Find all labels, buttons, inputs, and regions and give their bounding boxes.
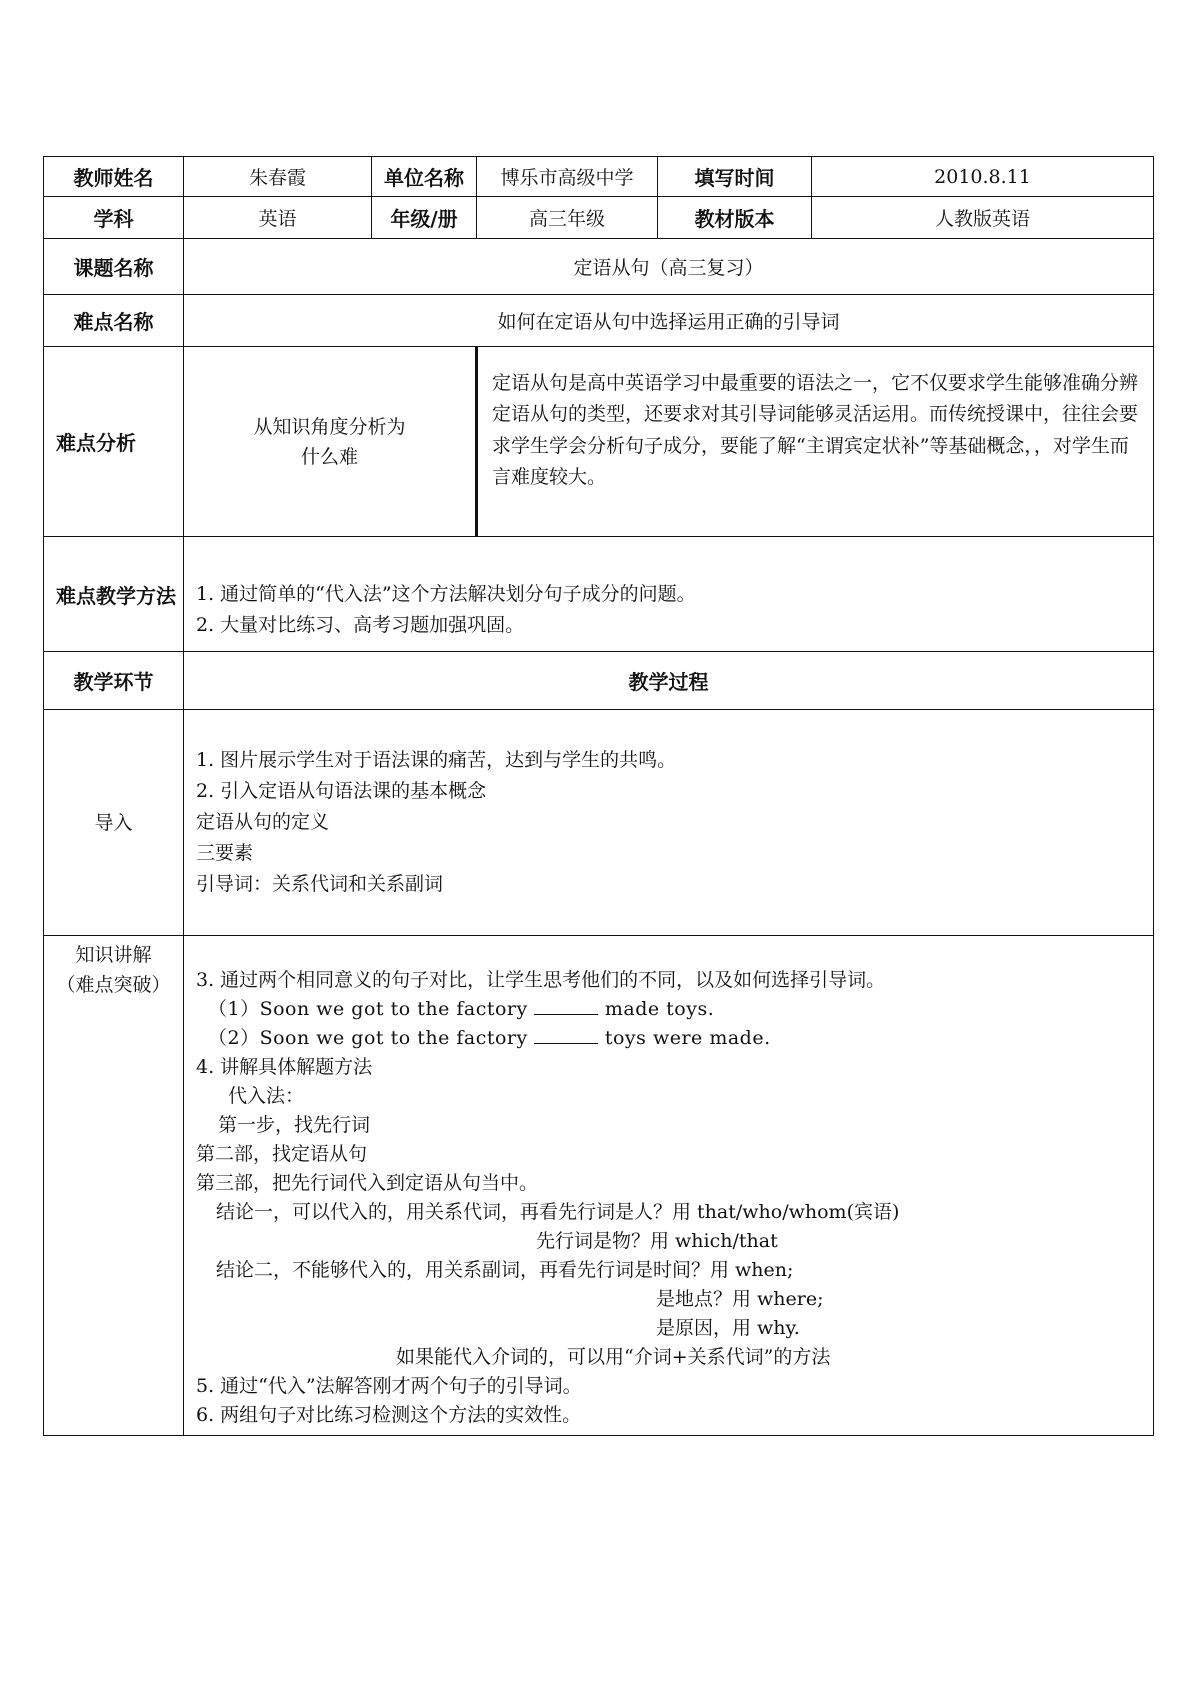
- conclusion-2c: 是原因，用 why.: [656, 1317, 800, 1339]
- method-item-2: 2. 大量对比练习、高考习题加强巩固。: [196, 614, 525, 636]
- knowledge-label-line2: （难点突破）: [56, 974, 171, 996]
- lesson-plan-form: [43, 156, 1153, 1436]
- lesson-plan-table: [43, 156, 1154, 1436]
- example-1-blank: [534, 996, 598, 1015]
- edition-label: 教材版本: [658, 197, 812, 239]
- header-row-2: [44, 197, 1154, 239]
- intro-line-1: 1. 图片展示学生对于语法课的痛苦，达到与学生的共鸣。: [196, 749, 677, 771]
- knowledge-line-3: 3. 通过两个相同意义的句子对比，让学生思考他们的不同，以及如何选择引导词。: [196, 969, 886, 991]
- analysis-sublabel: [184, 347, 477, 537]
- knowledge-row: [44, 936, 1154, 1436]
- teacher-name-label: 教师姓名: [44, 157, 184, 197]
- subject-value: 英语: [184, 197, 372, 239]
- conclusion-2b: 是地点？用 where;: [656, 1288, 824, 1310]
- subject-label: 学科: [44, 197, 184, 239]
- grade-label: 年级/册: [372, 197, 477, 239]
- conclusion-1: 结论一，可以代入的，用关系代词，再看先行词是人？用 that/who/whom(宾语): [216, 1201, 900, 1223]
- knowledge-line-5: 5. 通过“代入”法解答刚才两个句子的引导词。: [196, 1375, 582, 1397]
- process-title: 教学过程: [184, 652, 1154, 710]
- unit-name-value: 博乐市高级中学: [477, 157, 658, 197]
- knowledge-label-line1: 知识讲解: [75, 944, 152, 966]
- grade-value: 高三年级: [477, 197, 658, 239]
- conclusion-2: 结论二，不能够代入的，用关系副词，再看先行词是时间？用 when;: [216, 1259, 794, 1281]
- unit-name-label: 单位名称: [372, 157, 477, 197]
- example-1: [196, 995, 1153, 1024]
- difficulty-label: 难点名称: [44, 295, 184, 347]
- example-2: [196, 1024, 1153, 1053]
- intro-line-2: 2. 引入定语从句语法课的基本概念: [196, 780, 487, 802]
- topic-label: 课题名称: [44, 239, 184, 295]
- example-1-suffix: made toys.: [604, 998, 715, 1020]
- analysis-label: 难点分析: [44, 347, 184, 537]
- fill-date-label: 填写时间: [658, 157, 812, 197]
- knowledge-line-6: 6. 两组句子对比练习检测这个方法的实效性。: [196, 1404, 582, 1426]
- intro-line-3: 定语从句的定义: [196, 811, 330, 833]
- method-item-1: 1. 通过简单的“代入法”这个方法解决划分句子成分的问题。: [196, 583, 696, 605]
- intro-line-4: 三要素: [196, 842, 254, 864]
- example-1-prefix: （1）Soon we got to the factory: [208, 998, 528, 1020]
- topic-row: [44, 239, 1154, 295]
- knowledge-label: [44, 936, 184, 1436]
- fill-date-value: 2010.8.11: [812, 157, 1154, 197]
- method-label: 难点教学方法: [44, 537, 184, 652]
- teacher-name-value: 朱春霞: [184, 157, 372, 197]
- step-2: 第二部，找定语从句: [196, 1143, 368, 1165]
- analysis-sublabel-line1: 从知识角度分析为: [253, 415, 406, 438]
- method-row: [44, 537, 1154, 652]
- method-content: [184, 537, 1154, 652]
- difficulty-row: [44, 295, 1154, 347]
- step-3: 第三部，把先行词代入到定语从句当中。: [196, 1172, 539, 1194]
- intro-line-5: 引导词：关系代词和关系副词: [196, 873, 444, 895]
- example-2-suffix: toys were made.: [604, 1027, 771, 1049]
- intro-row: [44, 710, 1154, 936]
- example-2-prefix: （2）Soon we got to the factory: [208, 1027, 528, 1049]
- analysis-row: [44, 347, 1154, 537]
- intro-label: 导入: [44, 710, 184, 936]
- header-row-1: [44, 157, 1154, 197]
- knowledge-content: [184, 936, 1154, 1436]
- preposition-note: 如果能代入介词的，可以用“介词+关系代词”的方法: [396, 1346, 831, 1368]
- process-stage-label: 教学环节: [44, 652, 184, 710]
- step-1: 第一步，找先行词: [218, 1114, 371, 1136]
- topic-value: 定语从句（高三复习）: [184, 239, 1154, 295]
- method-name: 代入法：: [228, 1085, 305, 1107]
- knowledge-line-4: 4. 讲解具体解题方法: [196, 1056, 373, 1078]
- analysis-sublabel-line2: 什么难: [300, 445, 358, 468]
- process-header-row: [44, 652, 1154, 710]
- example-2-blank: [534, 1025, 598, 1044]
- intro-content: [184, 710, 1154, 936]
- difficulty-value: 如何在定语从句中选择运用正确的引导词: [184, 295, 1154, 347]
- edition-value: 人教版英语: [812, 197, 1154, 239]
- analysis-text: 定语从句是高中英语学习中最重要的语法之一，它不仅要求学生能够准确分辨定语从句的类型，还要求对其引导词能够灵活运用。而传统授课中，往往会要求学生学会分析句子成分，要能了解“主谓宾定状补”等基础概念，，对学生而言难度较大。: [477, 347, 1154, 537]
- conclusion-1b: 先行词是物？用 which/that: [536, 1230, 778, 1252]
